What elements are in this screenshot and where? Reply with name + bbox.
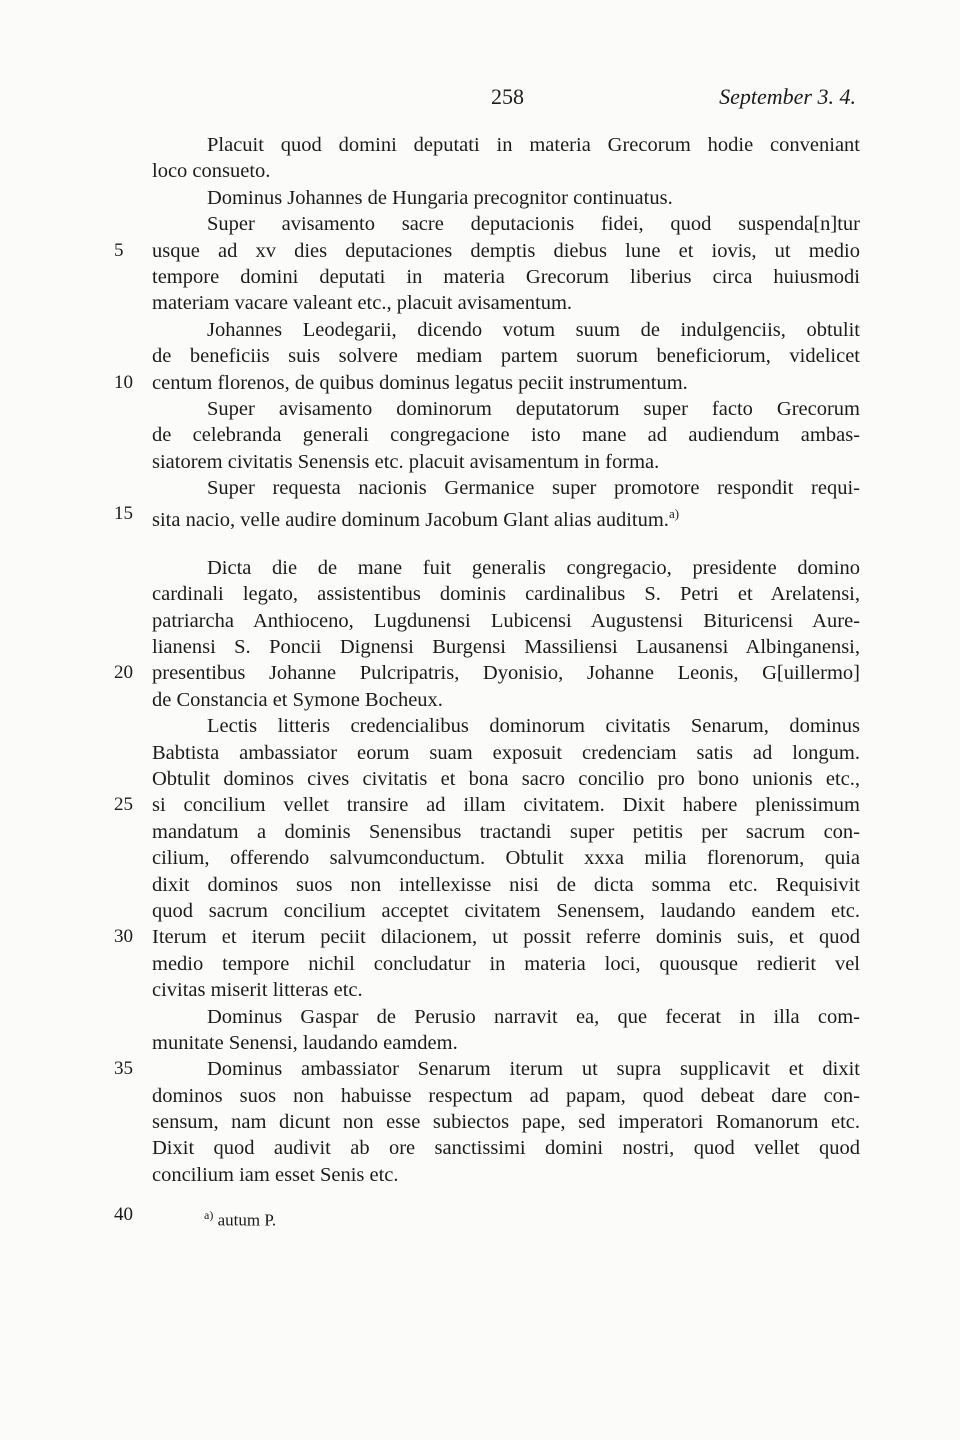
line-text: quod sacrum concilium acceptet civitatem Senensem, laudando eandem etc. xyxy=(152,899,860,922)
text-line xyxy=(114,238,860,264)
text-line xyxy=(152,343,860,369)
running-header xyxy=(0,84,960,114)
line-number: 25 xyxy=(114,794,133,816)
line-text: dominos suos non habuisse respectum ad papam, quod debeat dare con- xyxy=(152,1084,860,1107)
line-text: materiam vacare valeant etc., placuit avisamentum. xyxy=(152,292,573,315)
line-text: cilium, offerendo salvumconductum. Obtulit xxxa milia florenorum, quia xyxy=(152,847,860,870)
line-text: usque ad xv dies deputaciones demptis diebus lune et iovis, ut medio xyxy=(152,239,860,262)
line-text: civitas miserit litteras etc. xyxy=(152,979,363,1002)
line-text: cardinali legato, assistentibus dominis cardinalibus S. Petri et Arelatensi, xyxy=(152,583,860,606)
line-text: concilium iam esset Senis etc. xyxy=(152,1163,399,1186)
text-line xyxy=(152,290,860,316)
line-text: Obtulit dominos cives civitatis et bona sacro concilio pro bono unionis etc., xyxy=(152,767,860,790)
text-line xyxy=(152,1135,860,1161)
text-line xyxy=(152,951,860,977)
paragraph-gap xyxy=(152,528,860,555)
text-line xyxy=(152,977,860,1003)
line-text: Super requesta nacionis Germanice super promotore respondit requi- xyxy=(207,477,860,500)
line-text: Placuit quod domini deputati in materia Grecorum hodie conveniant xyxy=(207,134,860,156)
line-text: lianensi S. Poncii Dignensi Burgensi Massiliensi Lausanensi Albinganensi, xyxy=(152,636,860,659)
line-text: sita nacio, velle audire dominum Jacobum Glant alias auditum. xyxy=(152,509,669,532)
text-line xyxy=(152,819,860,845)
text-line xyxy=(152,713,860,739)
text-line xyxy=(152,317,860,343)
text-line xyxy=(152,898,860,924)
line-text: Dominus ambassiator Senarum iterum ut supra supplicavit et dixit xyxy=(207,1058,860,1081)
line-text: de celebranda generali congregacione isto mane ad audiendum ambas- xyxy=(152,424,860,447)
line-text: Dicta die de mane fuit generalis congregacio, presidente domino xyxy=(207,556,860,579)
line-text: Lectis litteris credencialibus dominorum civitatis Senarum, dominus xyxy=(207,715,860,738)
line-text: Iterum et iterum peciit dilacionem, ut possit referre dominis suis, et quod xyxy=(152,926,860,949)
text-line xyxy=(152,1004,860,1030)
line-text: dixit dominos suos non intellexisse nisi de dicta somma etc. Requisivit xyxy=(152,873,860,896)
line-text: Super avisamento sacre deputacionis fidei, quod suspenda[n]tur xyxy=(207,213,860,236)
line-text: si concilium vellet transire ad illam civitatem. Dixit habere plenissimum xyxy=(152,794,860,817)
text-line xyxy=(152,475,860,501)
text-line xyxy=(152,766,860,792)
text-line xyxy=(152,845,860,871)
text-line xyxy=(152,185,860,211)
line-text: Johannes Leodegarii, dicendo votum suum de indulgenciis, obtulit xyxy=(207,318,860,341)
line-number: 10 xyxy=(114,371,133,393)
line-number: 15 xyxy=(114,503,133,525)
line-number: 35 xyxy=(114,1058,133,1080)
line-text: tempore domini deputati in materia Grecorum liberius circa huiusmodi xyxy=(152,265,860,288)
text-line xyxy=(152,158,860,184)
line-text: medio tempore nichil concludatur in materia loci, quousque redierit vel xyxy=(152,952,860,975)
text-line xyxy=(114,501,860,532)
text-line xyxy=(152,555,860,581)
line-text: presentibus Johanne Pulcripatris, Dyonisio, Johanne Leonis, G[uillermo] xyxy=(152,662,860,685)
text-line xyxy=(152,740,860,766)
text-line xyxy=(152,132,860,158)
page-number: 258 xyxy=(491,84,524,109)
text-line xyxy=(152,608,860,634)
line-text: Dominus Gaspar de Perusio narravit ea, que fecerat in illa com- xyxy=(207,1005,860,1028)
text-line xyxy=(152,1083,860,1109)
line-text: mandatum a dominis Senensibus tractandi super petitis per sacrum con- xyxy=(152,820,860,843)
line-number: 5 xyxy=(114,239,124,261)
text-line xyxy=(152,1109,860,1135)
line-text: loco consueto. xyxy=(152,160,271,183)
line-text: centum florenos, de quibus dominus legatus peciit instrumentum. xyxy=(152,371,688,394)
text-line xyxy=(152,449,860,475)
line-text: sensum, nam dicunt non esse subiectos pape, sed imperatori Romanorum etc. xyxy=(152,1111,860,1134)
line-number: 40 xyxy=(114,1204,133,1226)
line-text: de Constancia et Symone Bocheux. xyxy=(152,688,443,711)
line-text: Dominus Johannes de Hungaria precognitor continuatus. xyxy=(207,186,673,209)
footnote-marker: a) xyxy=(204,1208,214,1223)
line-number: 20 xyxy=(114,662,133,684)
line-text: Babtista ambassiator eorum suam exposuit credenciam satis ad longum. xyxy=(152,741,860,764)
line-text: Super avisamento dominorum deputatorum super facto Grecorum xyxy=(207,397,860,420)
footnote xyxy=(114,1202,860,1230)
line-number: 30 xyxy=(114,926,133,948)
line-text: Dixit quod audivit ab ore sanctissimi domini nostri, quod vellet quod xyxy=(152,1137,860,1160)
text-line xyxy=(114,660,860,686)
line-text: munitate Senensi, laudando eamdem. xyxy=(152,1031,458,1054)
text-line xyxy=(152,422,860,448)
text-line xyxy=(114,1056,860,1082)
footnote-text: autum P. xyxy=(217,1210,277,1230)
running-title: September 3. 4. xyxy=(719,84,856,109)
text-line xyxy=(152,581,860,607)
text-line xyxy=(152,264,860,290)
footnote-marker: a) xyxy=(668,506,680,522)
text-line xyxy=(152,634,860,660)
text-line xyxy=(114,924,860,950)
text-line xyxy=(152,872,860,898)
text-line xyxy=(152,396,860,422)
text-line xyxy=(114,370,860,396)
text-line xyxy=(152,1162,860,1188)
text-line xyxy=(152,211,860,237)
line-text: siatorem civitatis Senensis etc. placuit avisamentum in forma. xyxy=(152,450,660,473)
text-line xyxy=(152,1030,860,1056)
main-text xyxy=(114,132,860,1230)
text-line xyxy=(114,792,860,818)
text-line xyxy=(152,687,860,713)
line-text: patriarcha Anthioceno, Lugdunensi Lubicensi Augustensi Bituricensi Aure- xyxy=(152,609,860,632)
line-text: de beneficiis suis solvere mediam partem suorum beneficiorum, videlicet xyxy=(152,345,860,368)
